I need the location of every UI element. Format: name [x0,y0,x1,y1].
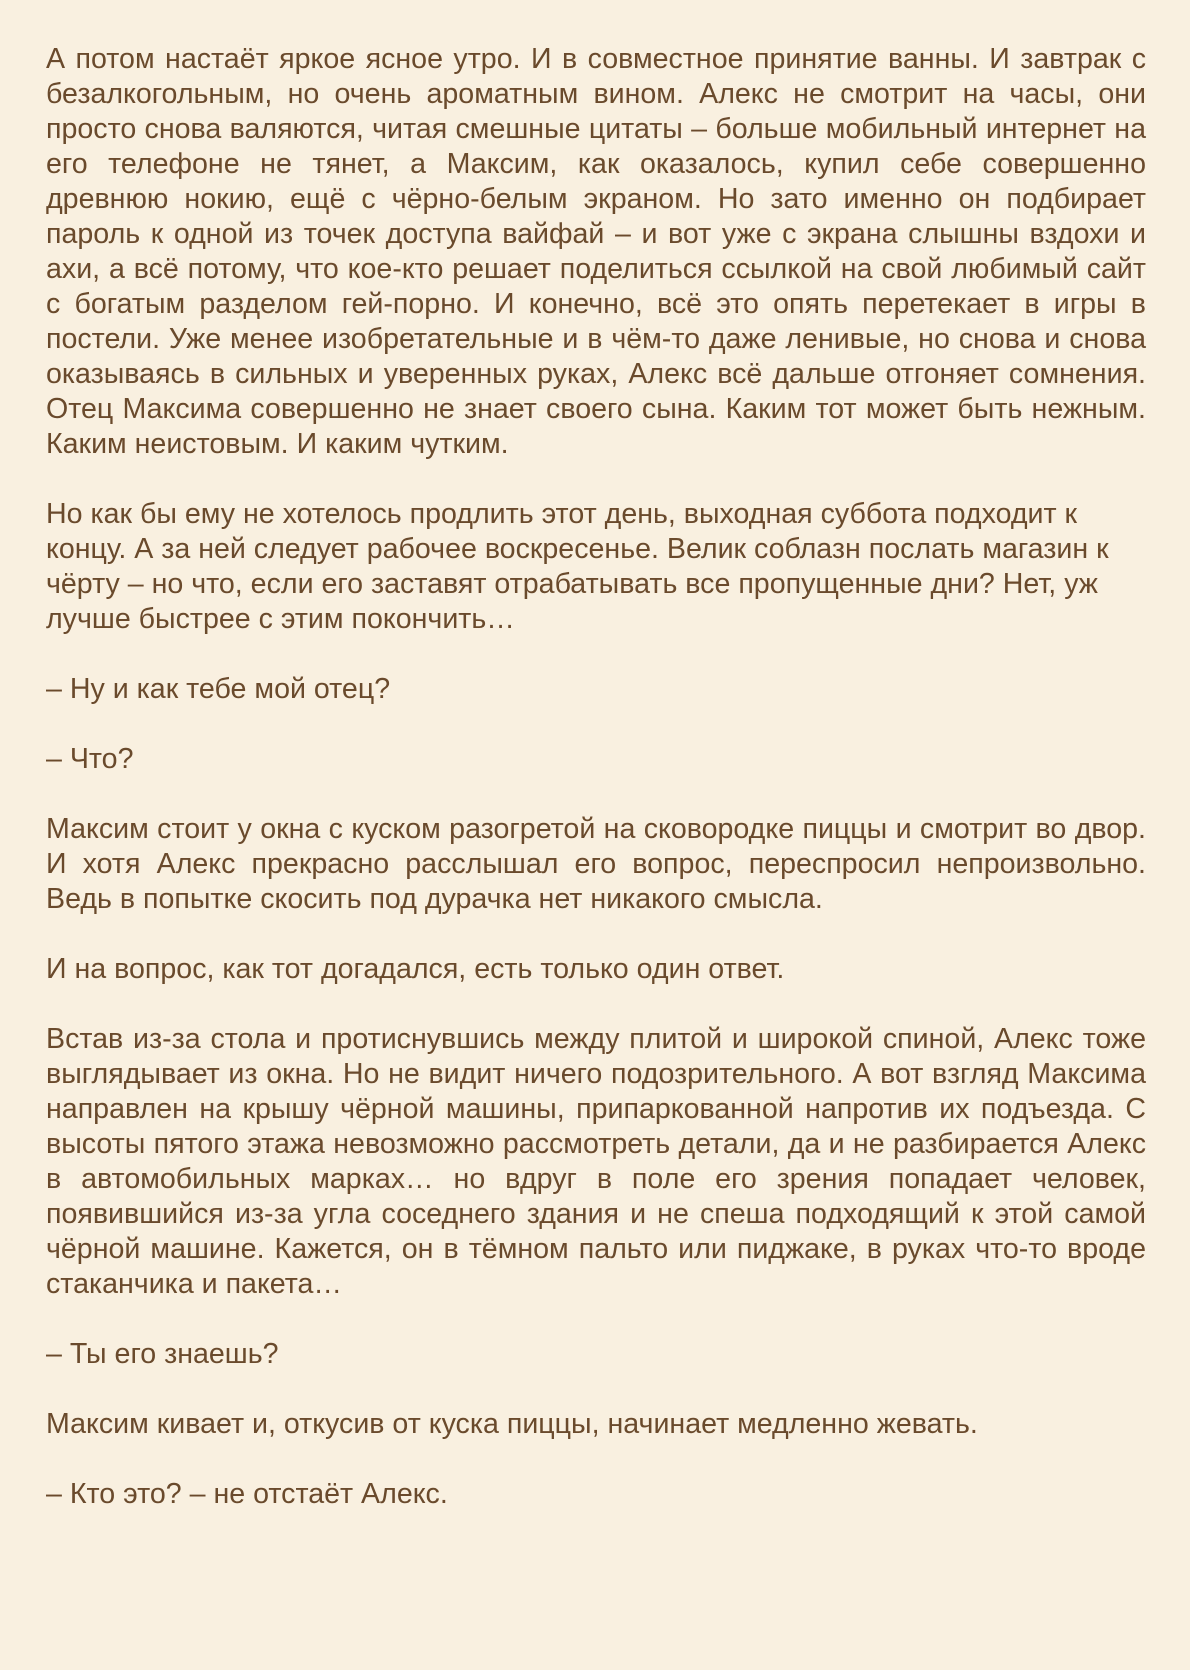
dialogue-line-2: – Что? [46,743,134,775]
dialogue-line-1: – Ну и как тебе мой отец? [46,673,391,705]
paragraph-1: А потом настаёт яркое ясное утро. И в совместное принятие ванны. И завтрак с безалкогольным, но очень ароматным вином. Алекс не смотрит на часы, они просто снова валяются, читая смешные цитаты – больше мобильный интернет на его телефоне не тянет, а Максим, как оказалось, купил себе совершенно древнюю нокию, ещё с чёрно-белым экраном. Но зато именно он подбирает пароль к одной из точек доступа вайфай – и вот уже с экрана слышны вздохи и ахи, а всё потому, что кое-кто решает поделиться ссылкой на свой любимый сайт с богатым разделом гей-порно. И конечно, всё это опять перетекает в игры в постели. Уже менее изобретательные и в чём-то даже ленивые, но снова и снова оказываясь в сильных и уверенных руках, Алекс всё дальше отгоняет сомнения. Отец Максима совершенно не знает своего сына. Каким тот может быть нежным. Каким неистовым. И каким чутким. [46,43,1146,460]
paragraph-5: Встав из-за стола и протиснувшись между плитой и широкой спиной, Алекс тоже выглядывает из окна. Но не видит ничего подозрительного. А вот взгляд Максима направлен на крышу чёрной машины, припаркованной напротив их подъезда. С высоты пятого этажа невозможно рассмотреть детали, да и не разбирается Алекс в автомобильных марках… но вдруг в поле его зрения попадает человек, появившийся из-за угла соседнего здания и не спеша подходящий к этой самой чёрной машине. Кажется, он в тёмном пальто или пиджаке, в руках что-то вроде стаканчика и пакета… [46,1023,1146,1300]
paragraph-4: И на вопрос, как тот догадался, есть только один ответ. [46,953,785,985]
book-page [46,42,1146,1547]
paragraph-3: Максим стоит у окна с куском разогретой на сковородке пиццы и смотрит во двор. И хотя Алекс прекрасно расслышал его вопрос, переспросил непроизвольно. Ведь в попытке скосить под дурачка нет никакого смысла. [46,813,1146,915]
dialogue-line-3: – Ты его знаешь? [46,1338,279,1370]
paragraph-2: Но как бы ему не хотелось продлить этот день, выходная суббота подходит к концу. А за ней следует рабочее воскресенье. Велик соблазн послать магазин к чёрту – но что, если его заставят отрабатывать все пропущенные дни? Нет, уж лучше быстрее с этим покончить… [46,498,1109,635]
paragraph-6: Максим кивает и, откусив от куска пиццы, начинает медленно жевать. [46,1408,978,1440]
dialogue-line-4: – Кто это? – не отстаёт Алекс. [46,1478,448,1510]
